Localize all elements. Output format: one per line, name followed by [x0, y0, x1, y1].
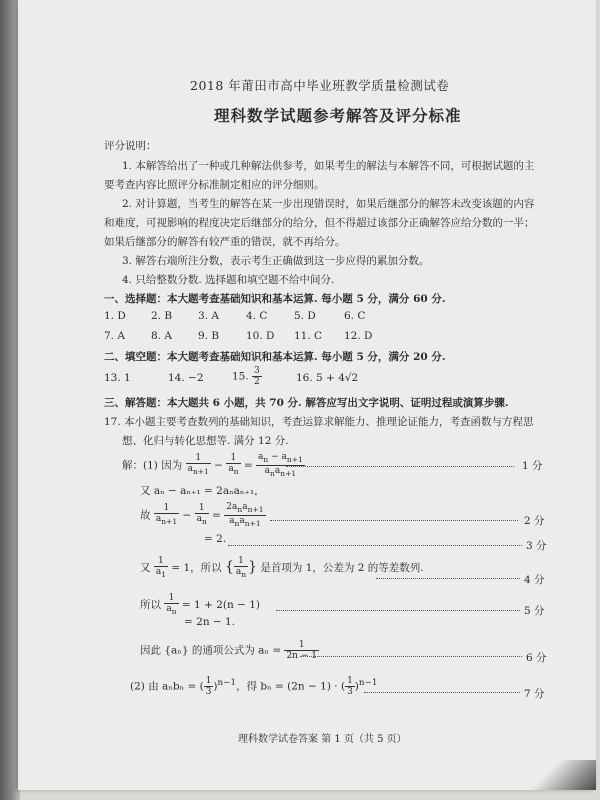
q17-intro-line-1: 17. 本小题主要考查数列的基础知识，考查运算求解能力、推理论证能力，考查函数与方程思	[104, 416, 534, 428]
choice-answer-10: 10. D	[246, 330, 275, 342]
section-1-heading: 一、选择题：本大题考查基础知识和基本运算. 每小题 5 分，满分 60 分.	[104, 293, 446, 305]
dot-leader	[270, 520, 518, 521]
q17-part-2: (2) 由 aₙbₙ = ( $\frac{1}{3}$ )$^{n-1}$，得 bₙ = (2n − 1) · ( $\frac{1}{3}$ )$^{n-1}$	[130, 676, 378, 697]
fill-answer-13: 13. 1	[104, 372, 131, 384]
page-footer: 理科数学试卷答案 第 1 页（共 5 页）	[238, 734, 407, 745]
page-title: 理科数学试题参考解答及评分标准	[214, 106, 462, 125]
choice-answer-7: 7. A	[104, 330, 125, 342]
q17-intro-line-2: 想、化归与转化思想等. 满分 12 分.	[122, 435, 289, 447]
choice-answer-6: 6. C	[344, 310, 366, 322]
q17-step-5: 所以 $\frac{1}{a_n}$ = 1 + 2(n − 1)	[140, 593, 260, 616]
choice-answer-2: 2. B	[151, 310, 173, 322]
dot-leader	[300, 656, 522, 657]
fill-answer-16: 16. 5 + 4√2	[296, 372, 359, 384]
score-mark: 3 分	[526, 540, 547, 552]
note-3: 3. 解答右端所注分数，表示考生正确做到这一步应得的累加分数。	[122, 255, 430, 267]
choice-answer-4: 4. C	[246, 310, 268, 322]
score-mark: 6 分	[526, 652, 547, 664]
score-mark: 7 分	[524, 688, 545, 700]
scan-shadow	[516, 760, 596, 790]
note-2-line-1: 2. 对计算题，当考生的解答在某一步出现错误时，如果后继部分的解答未改变该题的内容	[122, 198, 535, 210]
section-2-heading: 二、填空题：本大题考查基础知识和基本运算. 每小题 5 分，满分 20 分.	[104, 351, 446, 363]
dot-leader	[228, 545, 522, 546]
dot-leader	[376, 578, 520, 579]
choice-answer-8: 8. A	[151, 330, 172, 342]
note-1-line-1: 1. 本解答给出了一种或几种解法供参考，如果考生的解法与本解答不同，可根据试题的主	[122, 160, 535, 172]
section-3-heading: 三、解答题：本大题共 6 小题，共 70 分. 解答应写出文字说明、证明过程或演算步骤.	[104, 397, 509, 409]
dot-leader	[364, 692, 520, 693]
note-2-line-3: 如果后继部分的解答有较严重的错误，就不再给分。	[104, 236, 346, 248]
answer-sheet	[18, 0, 596, 790]
choice-answer-5: 5. D	[294, 310, 316, 322]
q17-step-3: 故 $\frac{1}{a_{n+1}}$ − $\frac{1}{a_n}$ = $\frac{2a_na_{n+1}}{a_na_{n+1}}$	[140, 502, 264, 528]
grading-notes-heading: 评分说明：	[104, 140, 157, 152]
q17-step-5b: = 2n − 1.	[184, 616, 236, 628]
score-mark: 2 分	[524, 515, 545, 527]
q17-step-1: 解：(1) 因为 $\frac{1}{a_{n+1}}$ − $\frac{1}{a_n}$ = $\frac{a_n - a_{n+1}}{a_na_{n+1}}$	[122, 452, 303, 478]
binding-edge	[0, 0, 20, 800]
score-mark: 5 分	[524, 605, 545, 617]
score-mark: 1 分	[522, 460, 543, 472]
choice-answer-12: 12. D	[344, 330, 373, 342]
fill-answer-14: 14. −2	[168, 372, 204, 384]
score-mark: 4 分	[524, 574, 545, 586]
q17-step-4: 又 $\frac{1}{a_1}$ = 1，所以 { $\frac{1}{a_n}$ } 是首项为 1，公差为 2 的等差数列.	[140, 556, 424, 579]
q17-step-2: 又 aₙ − aₙ₊₁ = 2aₙaₙ₊₁，	[140, 485, 265, 497]
choice-answer-1: 1. D	[104, 310, 126, 322]
note-4: 4. 只给整数分数. 选择题和填空题不给中间分.	[122, 274, 335, 286]
dot-leader	[276, 610, 520, 611]
dot-leader	[286, 466, 514, 467]
q17-step-3b: = 2.	[204, 533, 227, 545]
fill-answer-15: 15. $\frac{3}{2}$	[232, 366, 260, 387]
exam-title: 2018 年莆田市高中毕业班教学质量检测试卷	[190, 78, 450, 93]
note-2-line-2: 和难度，可视影响的程度决定后继部分的给分，但不得超过该部分正确解答应给分数的一半；	[104, 217, 535, 229]
choice-answer-9: 9. B	[198, 330, 220, 342]
choice-answer-3: 3. A	[198, 310, 219, 322]
note-1-line-2: 要考查内容比照评分标准制定相应的评分细则。	[104, 179, 325, 191]
choice-answer-11: 11. C	[294, 330, 323, 342]
q17-step-6: 因此 {aₙ} 的通项公式为 aₙ = $\frac{1}{2n - 1}$	[140, 640, 317, 661]
